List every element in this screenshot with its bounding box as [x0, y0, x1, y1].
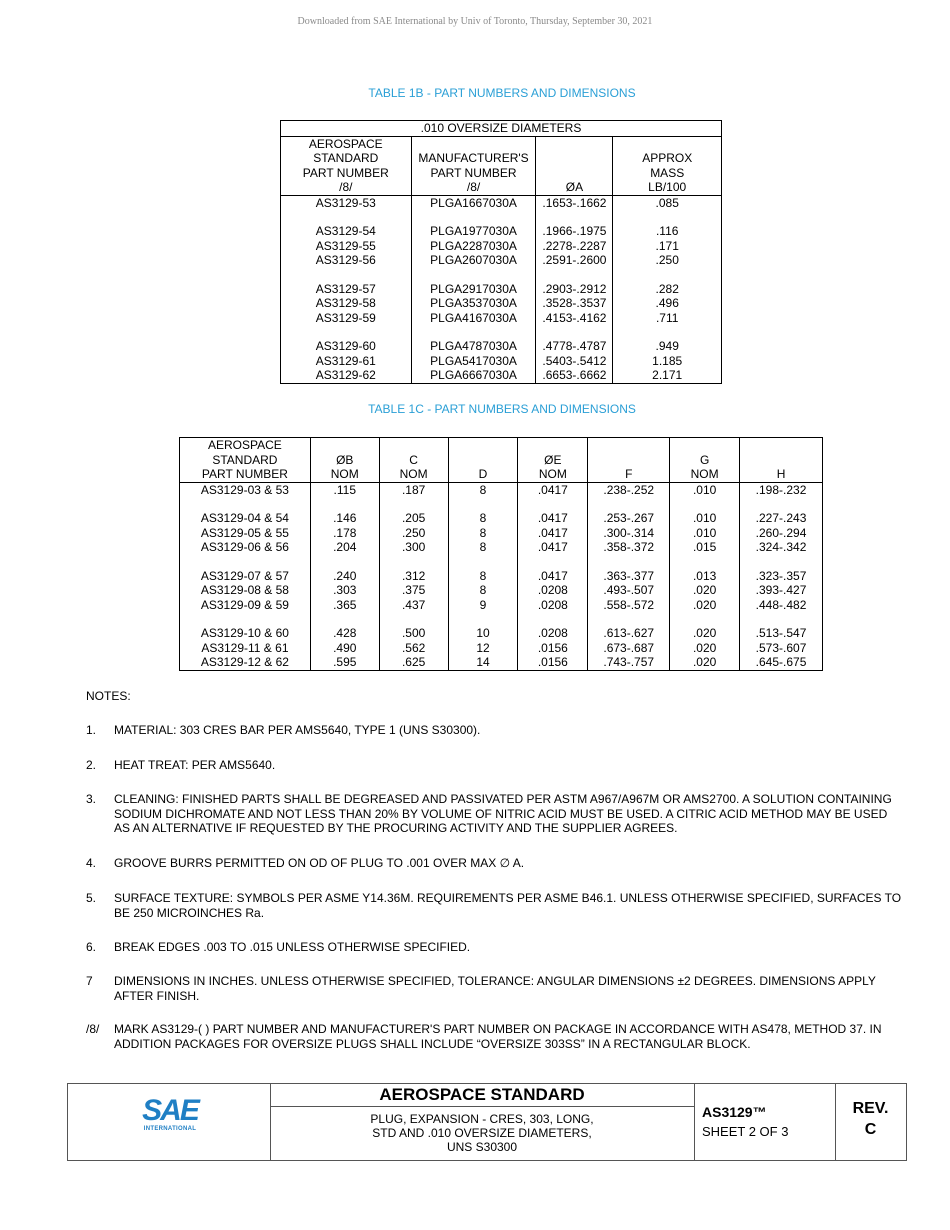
note-text: SURFACE TEXTURE: SYMBOLS PER ASME Y14.36M. REQUIREMENTS PER ASME B46.1. UNLESS OTHERWISE SPECIFIED, SURFACES TO BE 250 MICROINCHES Ra.: [114, 891, 902, 920]
t1c-header-cell: AEROSPACE STANDARD PART NUMBER: [180, 438, 311, 483]
table-cell: .0208: [518, 583, 588, 598]
table-cell: .0156: [518, 641, 588, 656]
notes-heading: NOTES:: [86, 689, 131, 703]
table-cell: .743-.757: [588, 655, 670, 670]
table-cell: .500: [379, 612, 448, 641]
table-row: [180, 540, 823, 555]
table-cell: .428: [310, 612, 379, 641]
note-text: MATERIAL: 303 CRES BAR PER AMS5640, TYPE 1 (UNS S30300).: [114, 723, 481, 737]
table-cell: .010: [670, 482, 740, 497]
table-row: [281, 268, 722, 297]
table-cell: AS3129-12 & 62: [180, 655, 311, 670]
table-cell: .312: [379, 555, 448, 584]
table-cell: .204: [310, 540, 379, 555]
t1c-header-cell: ØB NOM: [310, 438, 379, 483]
table-cell: .010: [670, 526, 740, 541]
table-cell: 1.185: [613, 354, 722, 369]
table-cell: .493-.507: [588, 583, 670, 598]
table-cell: AS3129-53: [281, 195, 412, 210]
table-cell: .146: [310, 497, 379, 526]
table-row: [180, 555, 823, 584]
table-cell: .238-.252: [588, 482, 670, 497]
t1c-header-cell: G NOM: [670, 438, 740, 483]
table-row: [281, 253, 722, 268]
note-number: 1.: [86, 723, 97, 737]
table-cell: .673-.687: [588, 641, 670, 656]
table-1b-caption: TABLE 1B - PART NUMBERS AND DIMENSIONS: [368, 86, 636, 100]
t1b-header-cell: ØA: [536, 136, 613, 195]
standard-title: AEROSPACE STANDARD: [270, 1084, 694, 1107]
title-block: [67, 1083, 907, 1161]
table-cell: 8: [448, 583, 518, 598]
table-cell: .490: [310, 641, 379, 656]
sae-logo: SAE INTERNATIONAL: [142, 1094, 198, 1132]
rev-value: C: [864, 1121, 877, 1138]
table-cell: PLGA5417030A: [411, 354, 536, 369]
table-cell: AS3129-06 & 56: [180, 540, 311, 555]
table-cell: AS3129-59: [281, 311, 412, 326]
table-cell: .562: [379, 641, 448, 656]
table-cell: .5403-.5412: [536, 354, 613, 369]
table-row: [180, 612, 823, 641]
table-cell: .393-.427: [740, 583, 823, 598]
table-cell: .513-.547: [740, 612, 823, 641]
table-cell: .010: [670, 497, 740, 526]
table-cell: AS3129-57: [281, 268, 412, 297]
table-cell: AS3129-08 & 58: [180, 583, 311, 598]
table-cell: .303: [310, 583, 379, 598]
table-cell: .448-.482: [740, 598, 823, 613]
table-cell: AS3129-54: [281, 210, 412, 239]
table-cell: AS3129-55: [281, 239, 412, 254]
table-cell: 14: [448, 655, 518, 670]
table-cell: .496: [613, 296, 722, 311]
table-cell: .198-.232: [740, 482, 823, 497]
rev-label: REV.: [852, 1100, 889, 1117]
table-cell: PLGA2917030A: [411, 268, 536, 297]
table-cell: .085: [613, 195, 722, 210]
table-cell: .365: [310, 598, 379, 613]
table-cell: .300: [379, 540, 448, 555]
table-cell: AS3129-10 & 60: [180, 612, 311, 641]
note-text: MARK AS3129-( ) PART NUMBER AND MANUFACTURER'S PART NUMBER ON PACKAGE IN ACCORDANCE WITH AS478, METHOD 37. IN ADDITION PACKAGES FOR OVERSIZE PLUGS SHALL INCLUDE “OVERSIZE 303SS” IN A RECTANGULAR BLOCK.: [114, 1022, 882, 1051]
download-notice: Downloaded from SAE International by Univ of Toronto, Thursday, September 30, 2021: [297, 16, 653, 27]
table-cell: AS3129-11 & 61: [180, 641, 311, 656]
table-cell: .437: [379, 598, 448, 613]
table-cell: 10: [448, 612, 518, 641]
table-cell: .013: [670, 555, 740, 584]
logo-cell: [68, 1084, 271, 1160]
table-1c: [179, 437, 823, 671]
table-cell: .0208: [518, 598, 588, 613]
table-cell: .375: [379, 583, 448, 598]
note-text: DIMENSIONS IN INCHES. UNLESS OTHERWISE SPECIFIED, TOLERANCE: ANGULAR DIMENSIONS ±2 DEGREES. DIMENSIONS APPLY AFTER FINISH.: [114, 974, 876, 1003]
doc-number: AS3129™: [702, 1104, 767, 1120]
table-row: [180, 655, 823, 670]
table-cell: .2903-.2912: [536, 268, 613, 297]
t1b-header-cell: APPROX MASS LB/100: [613, 136, 722, 195]
table-cell: PLGA2607030A: [411, 253, 536, 268]
table-cell: AS3129-56: [281, 253, 412, 268]
table-cell: AS3129-07 & 57: [180, 555, 311, 584]
table-cell: .6653-.6662: [536, 368, 613, 383]
table-cell: .645-.675: [740, 655, 823, 670]
table-cell: .613-.627: [588, 612, 670, 641]
table-cell: PLGA1667030A: [411, 195, 536, 210]
table-cell: .595: [310, 655, 379, 670]
t1c-header-cell: H: [740, 438, 823, 483]
table-cell: .324-.342: [740, 540, 823, 555]
table-cell: AS3129-60: [281, 325, 412, 354]
title-cell: [270, 1084, 695, 1160]
table-cell: AS3129-09 & 59: [180, 598, 311, 613]
table-cell: PLGA4787030A: [411, 325, 536, 354]
table-row: [180, 583, 823, 598]
table-cell: 8: [448, 482, 518, 497]
table-cell: AS3129-03 & 53: [180, 482, 311, 497]
table-cell: .363-.377: [588, 555, 670, 584]
document-description: PLUG, EXPANSION - CRES, 303, LONG, STD AND .010 OVERSIZE DIAMETERS, UNS S30300: [370, 1112, 594, 1154]
table-row: [180, 482, 823, 497]
table-cell: .3528-.3537: [536, 296, 613, 311]
table-cell: AS3129-62: [281, 368, 412, 383]
note-number: /8/: [86, 1022, 100, 1036]
table-row: [180, 526, 823, 541]
table-cell: .625: [379, 655, 448, 670]
table-cell: .253-.267: [588, 497, 670, 526]
table-cell: PLGA6667030A: [411, 368, 536, 383]
t1c-header-cell: D: [448, 438, 518, 483]
t1c-header-cell: C NOM: [379, 438, 448, 483]
table-cell: 8: [448, 555, 518, 584]
t1b-header-cell: MANUFACTURER'S PART NUMBER /8/: [411, 136, 536, 195]
note-number: 4.: [86, 856, 97, 870]
table-cell: .0417: [518, 540, 588, 555]
table-cell: .282: [613, 268, 722, 297]
table-cell: AS3129-61: [281, 354, 412, 369]
table-cell: 9: [448, 598, 518, 613]
table-row: [281, 354, 722, 369]
table-cell: 2.171: [613, 368, 722, 383]
table-cell: .0417: [518, 497, 588, 526]
table-cell: 8: [448, 526, 518, 541]
table-cell: PLGA2287030A: [411, 239, 536, 254]
doc-number-cell: [694, 1084, 836, 1160]
table-cell: .1966-.1975: [536, 210, 613, 239]
table-cell: PLGA4167030A: [411, 311, 536, 326]
table-cell: .573-.607: [740, 641, 823, 656]
table-1b-span-title: .010 OVERSIZE DIAMETERS: [281, 121, 722, 137]
table-cell: .0208: [518, 612, 588, 641]
table-1c-caption: TABLE 1C - PART NUMBERS AND DIMENSIONS: [368, 402, 636, 416]
table-cell: .020: [670, 598, 740, 613]
table-cell: .323-.357: [740, 555, 823, 584]
revision-cell: [835, 1084, 906, 1160]
table-row: [281, 368, 722, 383]
table-row: [281, 239, 722, 254]
table-1b: [280, 120, 722, 384]
table-cell: 12: [448, 641, 518, 656]
note-text: HEAT TREAT: PER AMS5640.: [114, 758, 276, 772]
table-cell: .949: [613, 325, 722, 354]
table-cell: .178: [310, 526, 379, 541]
table-cell: .2591-.2600: [536, 253, 613, 268]
table-cell: .015: [670, 540, 740, 555]
table-cell: .0417: [518, 526, 588, 541]
table-row: [281, 311, 722, 326]
table-row: [281, 296, 722, 311]
t1c-header-cell: ØE NOM: [518, 438, 588, 483]
table-cell: .020: [670, 641, 740, 656]
table-cell: .250: [379, 526, 448, 541]
table-cell: .171: [613, 239, 722, 254]
table-row: [281, 210, 722, 239]
note-text: BREAK EDGES .003 TO .015 UNLESS OTHERWISE SPECIFIED.: [114, 940, 471, 954]
table-cell: .020: [670, 583, 740, 598]
table-cell: .260-.294: [740, 526, 823, 541]
table-cell: .300-.314: [588, 526, 670, 541]
table-cell: .115: [310, 482, 379, 497]
note-number: 3.: [86, 792, 97, 806]
table-cell: AS3129-04 & 54: [180, 497, 311, 526]
table-cell: PLGA3537030A: [411, 296, 536, 311]
table-cell: .558-.572: [588, 598, 670, 613]
table-row: [180, 598, 823, 613]
note-number: 7: [86, 974, 93, 988]
table-cell: .020: [670, 655, 740, 670]
table-cell: .2278-.2287: [536, 239, 613, 254]
table-cell: .205: [379, 497, 448, 526]
table-cell: .0417: [518, 482, 588, 497]
table-cell: .250: [613, 253, 722, 268]
table-cell: PLGA1977030A: [411, 210, 536, 239]
note-text: GROOVE BURRS PERMITTED ON OD OF PLUG TO .001 OVER MAX ∅ A.: [114, 856, 525, 870]
table-cell: .240: [310, 555, 379, 584]
table-row: [180, 497, 823, 526]
t1c-header-cell: F: [588, 438, 670, 483]
note-number: 5.: [86, 891, 97, 905]
sheet-number: SHEET 2 OF 3: [702, 1124, 789, 1139]
table-cell: AS3129-58: [281, 296, 412, 311]
table-cell: 8: [448, 497, 518, 526]
note-number: 6.: [86, 940, 97, 954]
table-cell: .4778-.4787: [536, 325, 613, 354]
table-cell: .227-.243: [740, 497, 823, 526]
note-number: 2.: [86, 758, 97, 772]
table-cell: .116: [613, 210, 722, 239]
table-cell: .187: [379, 482, 448, 497]
table-cell: .020: [670, 612, 740, 641]
table-row: [281, 325, 722, 354]
table-row: [281, 195, 722, 210]
table-cell: .711: [613, 311, 722, 326]
t1b-header-cell: AEROSPACE STANDARD PART NUMBER /8/: [281, 136, 412, 195]
table-cell: 8: [448, 540, 518, 555]
table-row: [180, 641, 823, 656]
table-cell: .1653-.1662: [536, 195, 613, 210]
note-text: CLEANING: FINISHED PARTS SHALL BE DEGREASED AND PASSIVATED PER ASTM A967/A967M OR AMS2700. A SOLUTION CONTAINING SODIUM DICHROMATE AND NOT LESS THAN 20% BY VOLUME OF NITRIC ACID MUST BE USED. A CITRIC ACID METHOD MAY BE USED AS AN ALTERNATIVE IF REQUESTED BY THE PROCURING ACTIVITY AND THE SUPPLIER AGREES.: [114, 792, 892, 835]
table-cell: .358-.372: [588, 540, 670, 555]
table-cell: .4153-.4162: [536, 311, 613, 326]
table-cell: .0417: [518, 555, 588, 584]
table-cell: AS3129-05 & 55: [180, 526, 311, 541]
table-cell: .0156: [518, 655, 588, 670]
